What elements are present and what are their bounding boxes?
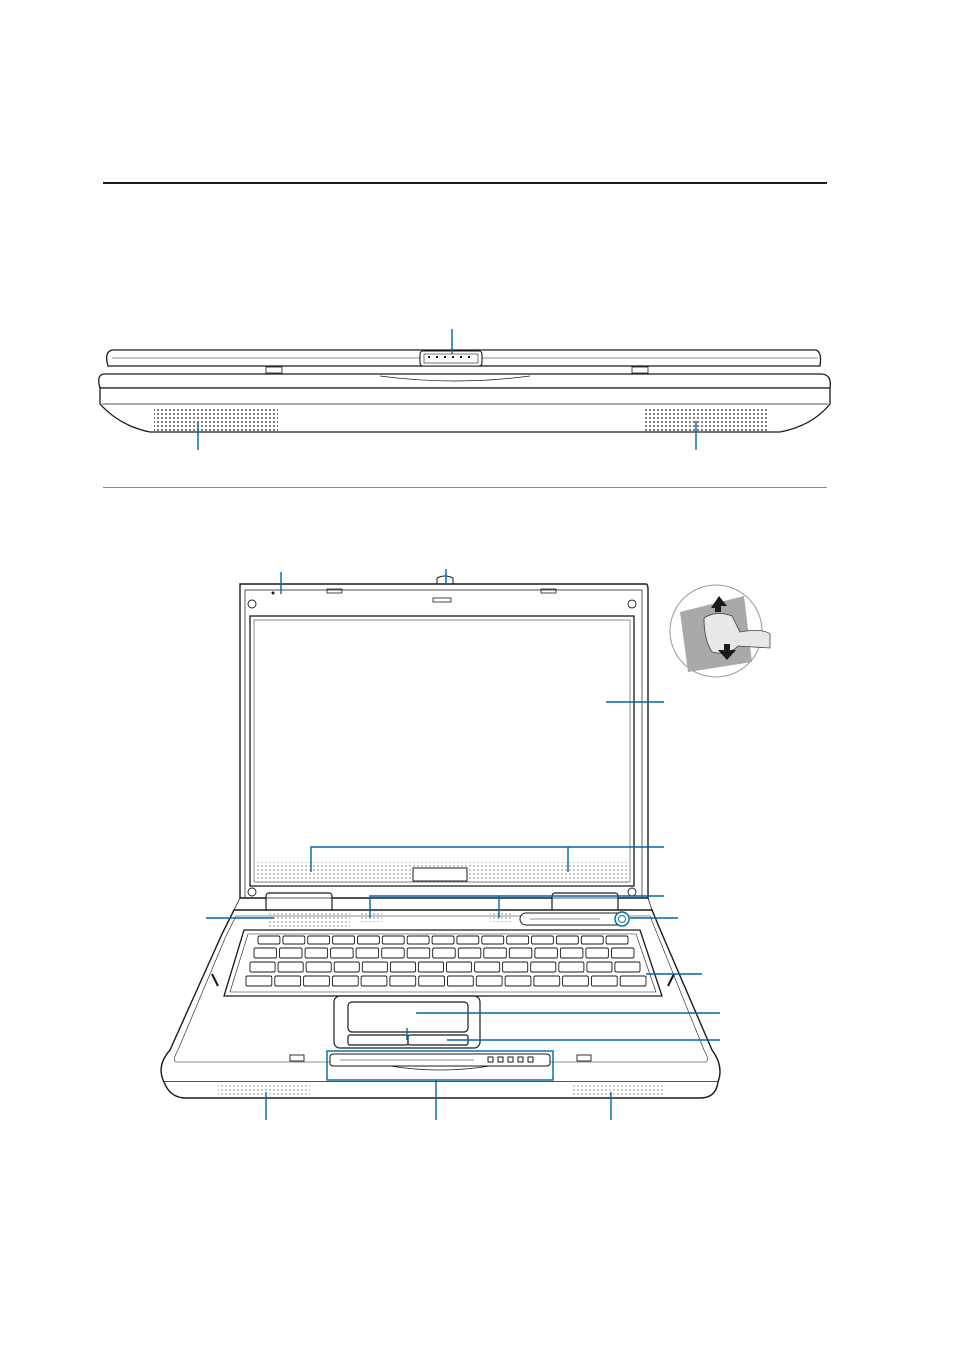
lcd-panel bbox=[250, 616, 634, 886]
keyboard-key[interactable] bbox=[612, 948, 635, 958]
keyboard-key[interactable] bbox=[280, 948, 303, 958]
keyboard-key[interactable] bbox=[331, 948, 354, 958]
touchpad[interactable] bbox=[348, 1002, 468, 1032]
keyboard-key[interactable] bbox=[503, 962, 528, 972]
keyboard-key[interactable] bbox=[620, 976, 646, 986]
keyboard-key[interactable] bbox=[556, 936, 578, 944]
keyboard-key[interactable] bbox=[332, 976, 358, 986]
front-edge-speaker-left bbox=[218, 1084, 310, 1096]
display-logo-plate bbox=[413, 868, 467, 881]
keyboard-key[interactable] bbox=[283, 936, 305, 944]
keyboard-key[interactable] bbox=[587, 962, 612, 972]
keyboard-key[interactable] bbox=[407, 948, 430, 958]
keyboard-key[interactable] bbox=[358, 936, 380, 944]
keyboard-key[interactable] bbox=[447, 962, 472, 972]
display-lid bbox=[240, 576, 648, 898]
keyboard-key[interactable] bbox=[563, 976, 589, 986]
base-speaker-mid bbox=[360, 912, 382, 922]
keyboard-key[interactable] bbox=[418, 962, 443, 972]
keyboard-key[interactable] bbox=[615, 962, 640, 972]
keyboard-key[interactable] bbox=[475, 962, 500, 972]
keyboard-key[interactable] bbox=[560, 948, 583, 958]
keyboard-key[interactable] bbox=[361, 976, 387, 986]
instant-keys-strip bbox=[520, 912, 629, 926]
keyboard-key[interactable] bbox=[250, 962, 275, 972]
keyboard-key[interactable] bbox=[484, 948, 507, 958]
base-speaker-right bbox=[490, 912, 512, 922]
keyboard-key[interactable] bbox=[305, 948, 328, 958]
keyboard-key[interactable] bbox=[362, 962, 387, 972]
cleaning-hand-icon bbox=[670, 585, 770, 677]
keyboard-key[interactable] bbox=[591, 976, 617, 986]
keyboard-key[interactable] bbox=[254, 948, 277, 958]
palmrest-latch-right bbox=[577, 1055, 591, 1061]
keyboard-key[interactable] bbox=[559, 962, 584, 972]
keyboard-key[interactable] bbox=[390, 976, 416, 986]
keyboard-key[interactable] bbox=[532, 936, 554, 944]
keyboard-key[interactable] bbox=[448, 976, 474, 986]
keyboard-key[interactable] bbox=[581, 936, 603, 944]
keyboard-key[interactable] bbox=[505, 976, 531, 986]
keyboard-key[interactable] bbox=[482, 936, 504, 944]
keyboard-key[interactable] bbox=[382, 948, 405, 958]
keyboard-key[interactable] bbox=[304, 976, 330, 986]
keyboard-key[interactable] bbox=[356, 948, 379, 958]
keyboard-key[interactable] bbox=[246, 976, 272, 986]
keyboard-key[interactable] bbox=[457, 936, 479, 944]
keyboard-key[interactable] bbox=[258, 936, 280, 944]
base-speaker-left bbox=[268, 912, 350, 928]
keyboard-key[interactable] bbox=[390, 962, 415, 972]
keyboard-key[interactable] bbox=[432, 936, 454, 944]
keyboard-key[interactable] bbox=[334, 962, 359, 972]
keyboard-key[interactable] bbox=[458, 948, 481, 958]
front-edge-speaker-right bbox=[572, 1084, 664, 1096]
keyboard-key[interactable] bbox=[606, 936, 628, 944]
keyboard-key[interactable] bbox=[507, 936, 529, 944]
keyboard-key[interactable] bbox=[534, 976, 560, 986]
keyboard-key[interactable] bbox=[531, 962, 556, 972]
keyboard-key[interactable] bbox=[419, 976, 445, 986]
keyboard-key[interactable] bbox=[333, 936, 355, 944]
keyboard-key[interactable] bbox=[278, 962, 303, 972]
keyboard-key[interactable] bbox=[308, 936, 330, 944]
keyboard-key[interactable] bbox=[275, 976, 301, 986]
touchpad-left-button[interactable] bbox=[348, 1035, 408, 1045]
keyboard-key[interactable] bbox=[306, 962, 331, 972]
keyboard-key[interactable] bbox=[509, 948, 532, 958]
palmrest-latch-left bbox=[290, 1055, 304, 1061]
keyboard-key[interactable] bbox=[382, 936, 404, 944]
keyboard-key[interactable] bbox=[535, 948, 558, 958]
keyboard-key[interactable] bbox=[586, 948, 609, 958]
keyboard-key[interactable] bbox=[433, 948, 456, 958]
keyboard-key[interactable] bbox=[476, 976, 502, 986]
keyboard-key[interactable] bbox=[407, 936, 429, 944]
